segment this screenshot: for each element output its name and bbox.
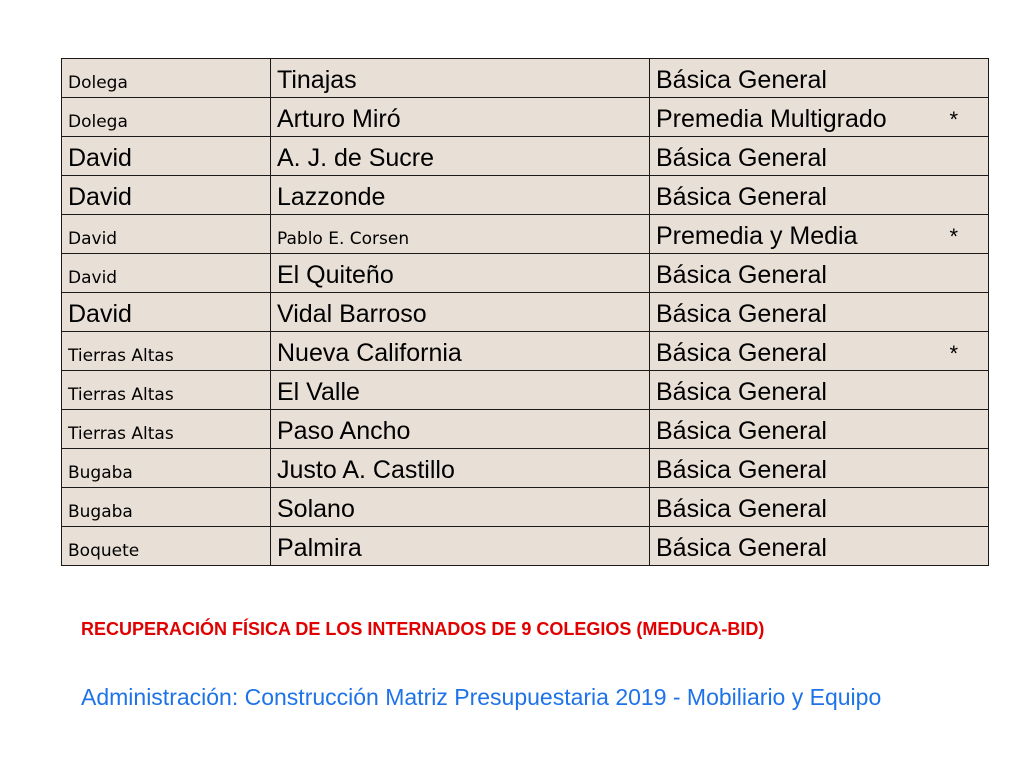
level-label: Básica General (656, 183, 827, 211)
asterisk-mark: * (949, 223, 958, 249)
level-label: Básica General (656, 456, 827, 484)
level-cell (650, 449, 989, 488)
level-wrapper (656, 534, 982, 565)
table-row (62, 137, 989, 176)
school-cell (271, 371, 650, 410)
school-cell (271, 410, 650, 449)
district-cell (62, 215, 271, 254)
table-row (62, 59, 989, 98)
district-cell (62, 527, 271, 566)
district-label: David (68, 144, 132, 172)
schools-table (61, 58, 989, 566)
school-cell (271, 215, 650, 254)
school-cell (271, 332, 650, 371)
level-label: Básica General (656, 417, 827, 445)
level-wrapper (656, 222, 982, 253)
level-wrapper (656, 417, 982, 448)
district-label: Boquete (68, 541, 140, 561)
school-label: Arturo Miró (277, 105, 401, 133)
level-label: Básica General (656, 300, 827, 328)
school-cell (271, 137, 650, 176)
district-label: David (68, 300, 132, 328)
asterisk-mark: * (949, 340, 958, 366)
school-label: Tinajas (277, 66, 357, 94)
school-label: Nueva California (277, 339, 462, 367)
table-row (62, 254, 989, 293)
table-row (62, 410, 989, 449)
district-label: David (68, 229, 118, 249)
district-cell (62, 371, 271, 410)
asterisk-mark: * (949, 106, 958, 132)
level-cell (650, 137, 989, 176)
district-label: Dolega (68, 112, 128, 132)
level-wrapper (656, 339, 982, 370)
district-label: Tierras Altas (68, 346, 174, 366)
school-cell (271, 254, 650, 293)
district-cell (62, 410, 271, 449)
level-label: Básica General (656, 339, 827, 367)
school-label: El Valle (277, 378, 360, 406)
school-label: El Quiteño (277, 261, 394, 289)
district-label: Bugaba (68, 463, 133, 483)
district-label: Tierras Altas (68, 385, 174, 405)
level-wrapper (656, 105, 982, 136)
school-cell (271, 59, 650, 98)
level-wrapper (656, 261, 982, 292)
table-row (62, 98, 989, 137)
table-row (62, 449, 989, 488)
level-cell (650, 176, 989, 215)
school-label: Paso Ancho (277, 417, 411, 445)
district-cell (62, 254, 271, 293)
administration-subtitle: Administración: Construcción Matriz Presupuestaria 2019 - Mobiliario y Equipo (81, 684, 882, 710)
level-cell (650, 488, 989, 527)
school-label: Pablo E. Corsen (277, 229, 410, 249)
level-label: Básica General (656, 495, 827, 523)
school-label: Palmira (277, 534, 362, 562)
district-label: Dolega (68, 73, 128, 93)
level-cell (650, 293, 989, 332)
level-wrapper (656, 300, 982, 331)
level-cell (650, 59, 989, 98)
district-cell (62, 332, 271, 371)
school-label: Vidal Barroso (277, 300, 427, 328)
school-cell (271, 176, 650, 215)
level-wrapper (656, 495, 982, 526)
school-cell (271, 488, 650, 527)
school-cell (271, 449, 650, 488)
district-label: Tierras Altas (68, 424, 174, 444)
level-label: Básica General (656, 534, 827, 562)
school-label: Lazzonde (277, 183, 386, 211)
district-cell (62, 293, 271, 332)
level-wrapper (656, 378, 982, 409)
school-cell (271, 293, 650, 332)
table-row (62, 293, 989, 332)
table-row (62, 527, 989, 566)
table-row (62, 215, 989, 254)
school-cell (271, 98, 650, 137)
level-cell (650, 254, 989, 293)
level-label: Básica General (656, 66, 827, 94)
level-wrapper (656, 66, 982, 97)
district-label: Bugaba (68, 502, 133, 522)
level-cell (650, 527, 989, 566)
table-row (62, 332, 989, 371)
level-cell (650, 98, 989, 137)
level-wrapper (656, 183, 982, 214)
schools-table-body (62, 59, 989, 566)
level-cell (650, 371, 989, 410)
school-label: A. J. de Sucre (277, 144, 435, 172)
district-label: David (68, 268, 118, 288)
district-cell (62, 488, 271, 527)
level-cell (650, 410, 989, 449)
district-cell (62, 59, 271, 98)
district-cell (62, 449, 271, 488)
level-wrapper (656, 144, 982, 175)
table-row (62, 371, 989, 410)
district-cell (62, 176, 271, 215)
school-label: Solano (277, 495, 355, 523)
table-row (62, 488, 989, 527)
table-row (62, 176, 989, 215)
level-label: Básica General (656, 261, 827, 289)
district-cell (62, 98, 271, 137)
level-label: Premedia Multigrado (656, 105, 887, 133)
district-label: David (68, 183, 132, 211)
level-cell (650, 332, 989, 371)
school-label: Justo A. Castillo (277, 456, 455, 484)
level-wrapper (656, 456, 982, 487)
level-label: Premedia y Media (656, 222, 858, 250)
district-cell (62, 137, 271, 176)
level-label: Básica General (656, 378, 827, 406)
level-label: Básica General (656, 144, 827, 172)
program-title: RECUPERACIÓN FÍSICA DE LOS INTERNADOS DE 9 COLEGIOS (MEDUCA-BID) (81, 619, 765, 639)
school-cell (271, 527, 650, 566)
level-cell (650, 215, 989, 254)
